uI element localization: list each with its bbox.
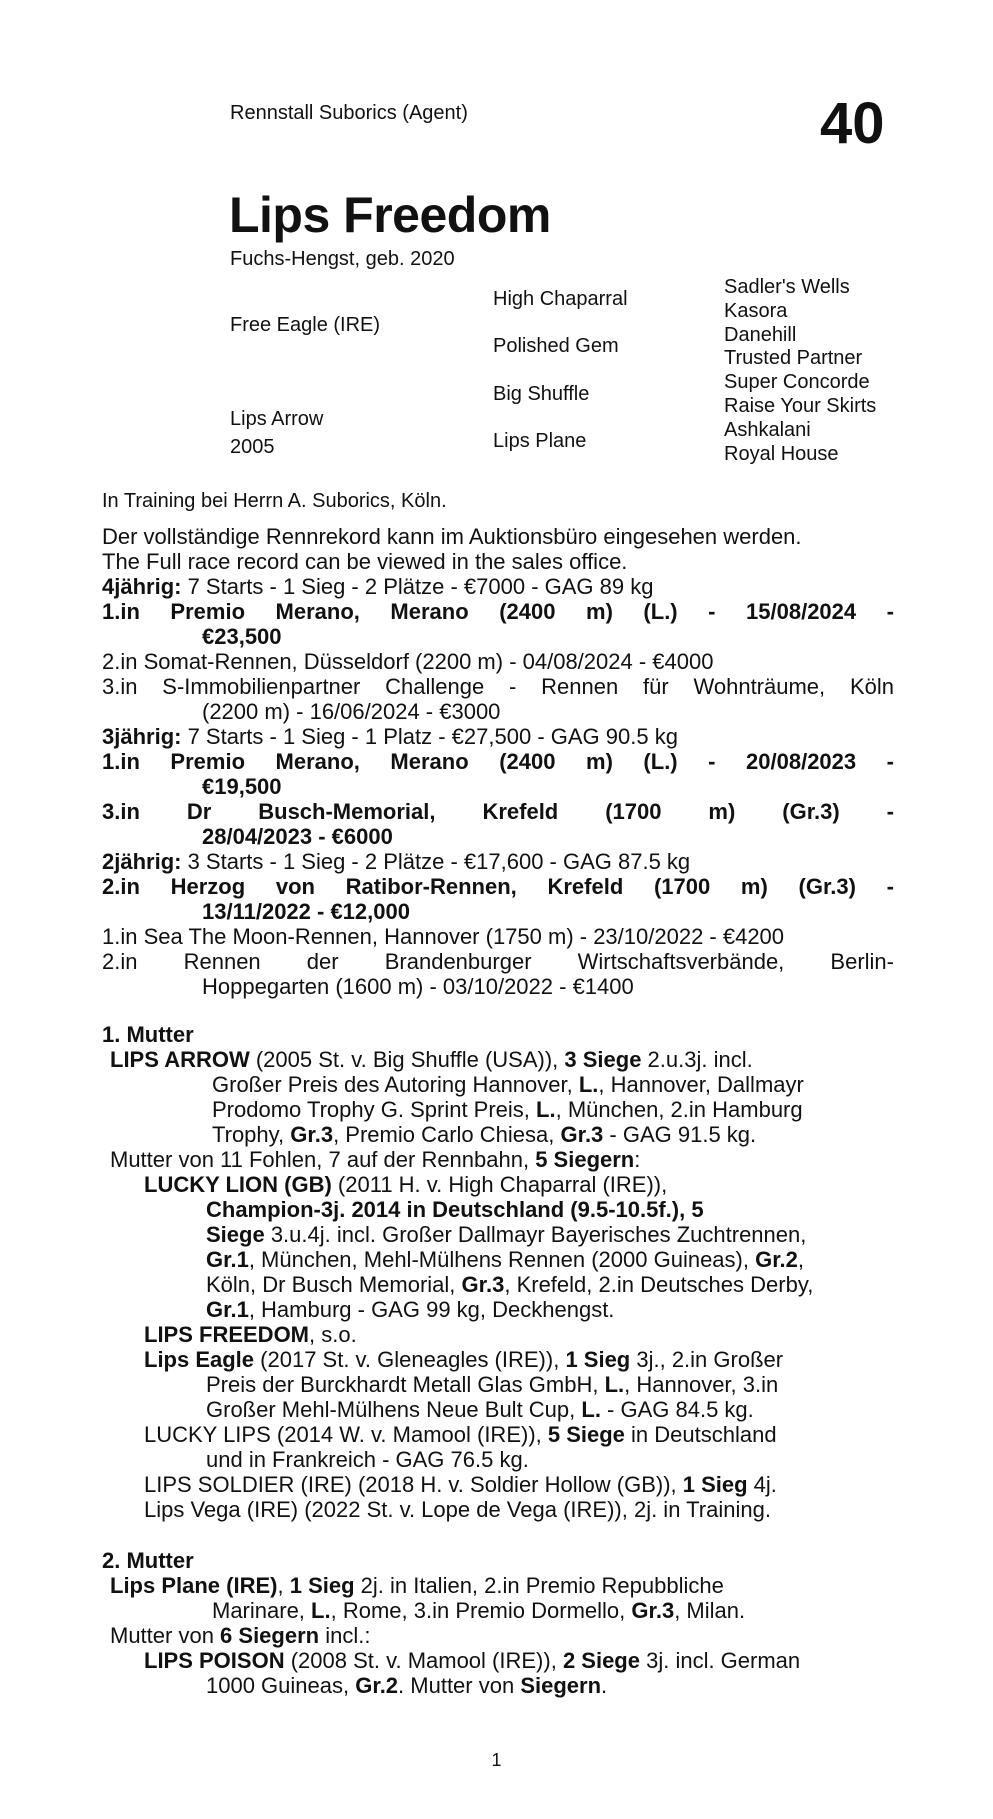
text: Preis der Burckhardt Metall Glas GmbH, (206, 1372, 605, 1397)
first-dam-line-2 (102, 1072, 894, 1097)
text: (2011 H. v. High Chaparral (IRE)), (331, 1172, 668, 1197)
pedigree-gp-3: Big Shuffle (493, 383, 590, 405)
text: Gr.3 (461, 1272, 505, 1297)
lips-poison-name: LIPS POISON (144, 1648, 285, 1673)
text: , München, 2.in Hamburg (555, 1097, 803, 1122)
second-dam-name: Lips Plane (IRE) (110, 1573, 278, 1598)
text: 2j. in Italien, 2.in Premio Repubbliche (354, 1573, 724, 1598)
lucky-lion-line-4 (102, 1247, 894, 1272)
lot-number: 40 (820, 91, 885, 156)
lucky-lips-line-1 (102, 1422, 894, 1447)
text: 3.u.4j. incl. Großer Dallmayr Bayerisches Zuchtrennen, (264, 1222, 807, 1247)
text: , Krefeld, 2.in Deutsches Derby, (504, 1272, 814, 1297)
text: 1 Sieg (565, 1347, 631, 1372)
text: 5 Siegern (535, 1147, 635, 1172)
text: Gr.2 (355, 1673, 399, 1698)
text: 2 Siege (562, 1648, 640, 1673)
text: 3j., 2.in Großer (630, 1347, 784, 1372)
first-dam-name: LIPS ARROW (110, 1047, 250, 1072)
text: , Milan. (674, 1598, 746, 1623)
text: , Hannover, Dallmayr (598, 1072, 804, 1097)
pedigree-gp-4: Lips Plane (493, 430, 587, 452)
text: , München, Mehl-Mülhens Rennen (2000 Guineas), (248, 1247, 756, 1272)
lips-eagle-line-2 (102, 1372, 894, 1397)
text: Marinare, (212, 1598, 312, 1623)
lips-poison-line-1 (102, 1648, 894, 1673)
age4-race-1-cont: €23,500 (202, 624, 282, 649)
pedigree-sire: Free Eagle (IRE) (230, 314, 381, 336)
age2-race-3: 2.in Rennen der Brandenburger Wirtschaftsverbände, Berlin- (102, 949, 894, 974)
age3-stats: 7 Starts - 1 Sieg - 1 Platz - €27,500 - GAG 90.5 kg (181, 724, 678, 749)
text: , Hamburg - GAG 99 kg, Deckhengst. (248, 1297, 615, 1322)
lips-eagle-line-3 (102, 1397, 894, 1422)
text: . (601, 1673, 608, 1698)
text: L. (578, 1072, 599, 1097)
text: - GAG 84.5 kg. (600, 1397, 754, 1422)
text: LUCKY LIPS (2014 W. v. Mamool (IRE)), (144, 1422, 548, 1447)
pedigree-ggp-7: Ashkalani (724, 419, 811, 441)
text: Gr.1 (206, 1297, 249, 1322)
text: Gr.2 (755, 1247, 798, 1272)
first-dam-heading: 1. Mutter (102, 1022, 194, 1047)
text: Gr.1 (206, 1247, 249, 1272)
text: 5 Siege (547, 1422, 625, 1447)
age4-label: 4jährig: (102, 574, 182, 599)
age3-race-1: 1.in Premio Merano, Merano (2400 m) (L.) - 20/08/2023 - (102, 749, 894, 774)
text: Gr.3 (631, 1598, 675, 1623)
lucky-lion-line-1 (102, 1172, 894, 1197)
pedigree-ggp-1: Sadler's Wells (724, 276, 850, 298)
text: incl.: (319, 1623, 371, 1648)
text: L. (311, 1598, 331, 1623)
text: (2005 St. v. Big Shuffle (USA)), (249, 1047, 565, 1072)
age2-summary (102, 849, 894, 874)
lips-eagle-line-1 (102, 1347, 894, 1372)
lucky-lips-line-2: und in Frankreich - GAG 76.5 kg. (206, 1447, 529, 1472)
age3-race-2-cont: 28/04/2023 - €6000 (202, 824, 393, 849)
lips-soldier-line (102, 1472, 894, 1497)
text: L. (536, 1097, 556, 1122)
text: LIPS SOLDIER (IRE) (2018 H. v. Soldier Hollow (GB)), (144, 1472, 683, 1497)
record-note-de: Der vollständige Rennrekord kann im Auktionsbüro eingesehen werden. (102, 524, 802, 549)
age4-summary (102, 574, 894, 599)
horse-name: Lips Freedom (229, 187, 551, 243)
lips-freedom-line (102, 1322, 894, 1347)
age3-summary (102, 724, 894, 749)
text: Großer Preis des Autoring Hannover, (212, 1072, 579, 1097)
page-number: 1 (491, 1750, 502, 1770)
text: in Deutschland (624, 1422, 777, 1447)
pedigree-dam: Lips Arrow (230, 408, 324, 430)
second-dam-section (102, 1548, 894, 1698)
age4-race-3: 3.in S-Immobilienpartner Challenge - Rennen für Wohnträume, Köln (102, 674, 894, 699)
record-note-en: The Full race record can be viewed in the sales office. (102, 549, 628, 574)
second-dam-line-1 (102, 1573, 894, 1598)
first-dam-section (102, 1022, 894, 1522)
first-dam-produce (102, 1147, 894, 1172)
lucky-lion-line-3 (102, 1222, 894, 1247)
text: Siege (206, 1222, 265, 1247)
second-dam-heading: 2. Mutter (102, 1548, 194, 1573)
text: - GAG 91.5 kg. (603, 1122, 757, 1147)
text: , (277, 1573, 290, 1598)
text: , (797, 1247, 805, 1272)
pedigree-ggp-4: Trusted Partner (724, 347, 863, 369)
text: L. (581, 1397, 601, 1422)
text: , Premio Carlo Chiesa, (333, 1122, 561, 1147)
training-info: In Training bei Herrn A. Suborics, Köln. (102, 490, 447, 512)
age2-race-3-cont: Hoppegarten (1600 m) - 03/10/2022 - €1400 (202, 974, 634, 999)
lips-eagle-name: Lips Eagle (144, 1347, 255, 1372)
text: Gr.3 (290, 1122, 334, 1147)
lucky-lion-line-5 (102, 1272, 894, 1297)
text: 6 Siegern (220, 1623, 320, 1648)
pedigree-ggp-8: Royal House (724, 443, 839, 465)
age3-label: 3jährig: (102, 724, 182, 749)
agent-name: Rennstall Suborics (Agent) (230, 102, 468, 124)
text: , s.o. (309, 1322, 357, 1347)
text: 1 Sieg (289, 1573, 355, 1598)
text: Mutter von 11 Fohlen, 7 auf der Rennbahn, (110, 1147, 536, 1172)
text: 1000 Guineas, (206, 1673, 356, 1698)
text: 4j. (747, 1472, 777, 1497)
lips-vega-line: Lips Vega (IRE) (2022 St. v. Lope de Vega (IRE)), 2j. in Training. (144, 1497, 771, 1522)
lips-poison-line-2 (102, 1673, 894, 1698)
text: 1 Sieg (682, 1472, 748, 1497)
text: Gr.3 (560, 1122, 604, 1147)
text: 2.u.3j. incl. (641, 1047, 753, 1072)
first-dam-line-3 (102, 1097, 894, 1122)
text: , Hannover, 3.in (624, 1372, 779, 1397)
age3-race-2: 3.in Dr Busch-Memorial, Krefeld (1700 m) (Gr.3) - (102, 799, 894, 824)
pedigree-gp-2: Polished Gem (493, 335, 619, 357)
text: (2017 St. v. Gleneagles (IRE)), (254, 1347, 566, 1372)
second-dam-line-2 (102, 1598, 894, 1623)
text: 3 Siege (564, 1047, 642, 1072)
text: Prodomo Trophy G. Sprint Preis, (212, 1097, 537, 1122)
first-dam-line-1 (102, 1047, 894, 1072)
age2-stats: 3 Starts - 1 Sieg - 2 Plätze - €17,600 - GAG 87.5 kg (181, 849, 691, 874)
text: Großer Mehl-Mülhens Neue Bult Cup, (206, 1397, 582, 1422)
age2-race-1: 2.in Herzog von Ratibor-Rennen, Krefeld (1700 m) (Gr.3) - (102, 874, 894, 899)
text: 3j. incl. German (639, 1648, 801, 1673)
age4-race-1: 1.in Premio Merano, Merano (2400 m) (L.) - 15/08/2024 - (102, 599, 894, 624)
horse-description: Fuchs-Hengst, geb. 2020 (230, 248, 455, 270)
lucky-lion-line-2: Champion-3j. 2014 in Deutschland (9.5-10.5f.), 5 (206, 1197, 704, 1222)
lips-freedom-name: LIPS FREEDOM (144, 1322, 310, 1347)
age2-race-1-cont: 13/11/2022 - €12,000 (202, 899, 410, 924)
age4-stats: 7 Starts - 1 Sieg - 2 Plätze - €7000 - GAG 89 kg (181, 574, 654, 599)
age3-race-1-cont: €19,500 (202, 774, 282, 799)
text: (2008 St. v. Mamool (IRE)), (284, 1648, 563, 1673)
pedigree-gp-1: High Chaparral (493, 288, 628, 310)
text: Köln, Dr Busch Memorial, (206, 1272, 462, 1297)
text: . Mutter von (398, 1673, 521, 1698)
text: Mutter von (110, 1623, 221, 1648)
text: Siegern (520, 1673, 602, 1698)
age2-label: 2jährig: (102, 849, 182, 874)
first-dam-line-4 (102, 1122, 894, 1147)
text: , Rome, 3.in Premio Dormello, (330, 1598, 632, 1623)
age2-race-2: 1.in Sea The Moon-Rennen, Hannover (1750 m) - 23/10/2022 - €4200 (102, 924, 785, 949)
pedigree-ggp-5: Super Concorde (724, 371, 870, 393)
race-record (102, 524, 894, 999)
age4-race-2: 2.in Somat-Rennen, Düsseldorf (2200 m) - 04/08/2024 - €4000 (102, 649, 714, 674)
lucky-lion-name: LUCKY LION (GB) (144, 1172, 332, 1197)
second-dam-produce (102, 1623, 894, 1648)
pedigree-dam-year: 2005 (230, 436, 275, 458)
lucky-lion-line-6 (102, 1297, 894, 1322)
pedigree-ggp-3: Danehill (724, 324, 797, 346)
text: L. (604, 1372, 625, 1397)
text: : (634, 1147, 641, 1172)
pedigree-ggp-6: Raise Your Skirts (724, 395, 877, 417)
pedigree-ggp-2: Kasora (724, 300, 788, 322)
age4-race-3-cont: (2200 m) - 16/06/2024 - €3000 (202, 699, 501, 724)
text: Trophy, (212, 1122, 291, 1147)
